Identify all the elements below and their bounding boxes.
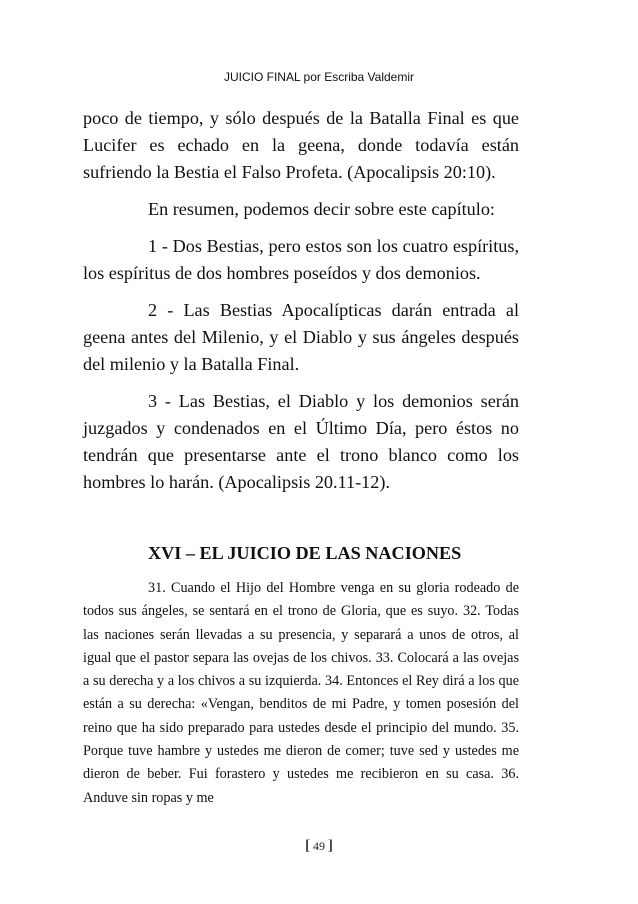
section-heading: XVI – EL JUICIO DE LAS NACIONES bbox=[148, 543, 462, 563]
paragraph: 1 - Dos Bestias, pero estos son los cuatro espíritus, los espíritus de dos hombres poseídos y dos demonios. bbox=[83, 236, 519, 283]
running-header: JUICIO FINAL por Escriba Valdemir bbox=[223, 70, 415, 84]
page-body bbox=[83, 105, 519, 810]
paragraph: En resumen, podemos decir sobre este capítulo: bbox=[148, 199, 495, 219]
scripture-quote: 31. Cuando el Hijo del Hombre venga en su gloria rodeado de todos sus ángeles, se sentará en el trono de Gloria, que es suyo. 32. Todas las naciones serán llevadas a su presencia, y separará a unos de otros, al igual que el pastor separa las ovejas de los chivos. 33. Colocará a las ovejas a su derecha y a los chivos a su izquierda. 34. Entonces el Rey dirá a los que están a su derecha: «Vengan, benditos de mi Padre, y tomen posesión del reino que ha sido preparado para ustedes desde el principio del mundo. 35. Porque tuve hambre y ustedes me dieron de comer; tuve sed y ustedes me dieron de beber. Fui forastero y ustedes me recibieron en su casa. 36. Anduve sin ropas y me bbox=[83, 580, 519, 806]
folio-bracket-open: [ bbox=[305, 838, 310, 854]
folio-number: 49 bbox=[313, 839, 325, 853]
page-number bbox=[0, 838, 638, 855]
paragraph: poco de tiempo, y sólo después de la Batalla Final es que Lucifer es echado en la geena, donde todavía están sufriendo la Bestia el Falso Profeta. (Apocalipsis 20:10). bbox=[83, 108, 519, 182]
paragraph: 2 - Las Bestias Apocalípticas darán entrada al geena antes del Milenio, y el Diablo y sus ángeles después del milenio y la Batalla Final. bbox=[83, 300, 519, 374]
paragraph: 3 - Las Bestias, el Diablo y los demonios serán juzgados y condenados en el Último Día, pero éstos no tendrán que presentarse ante el trono blanco como los hombres lo harán. (Apocalipsis 20.11-12). bbox=[83, 391, 519, 492]
folio-bracket-close: ] bbox=[328, 838, 333, 854]
